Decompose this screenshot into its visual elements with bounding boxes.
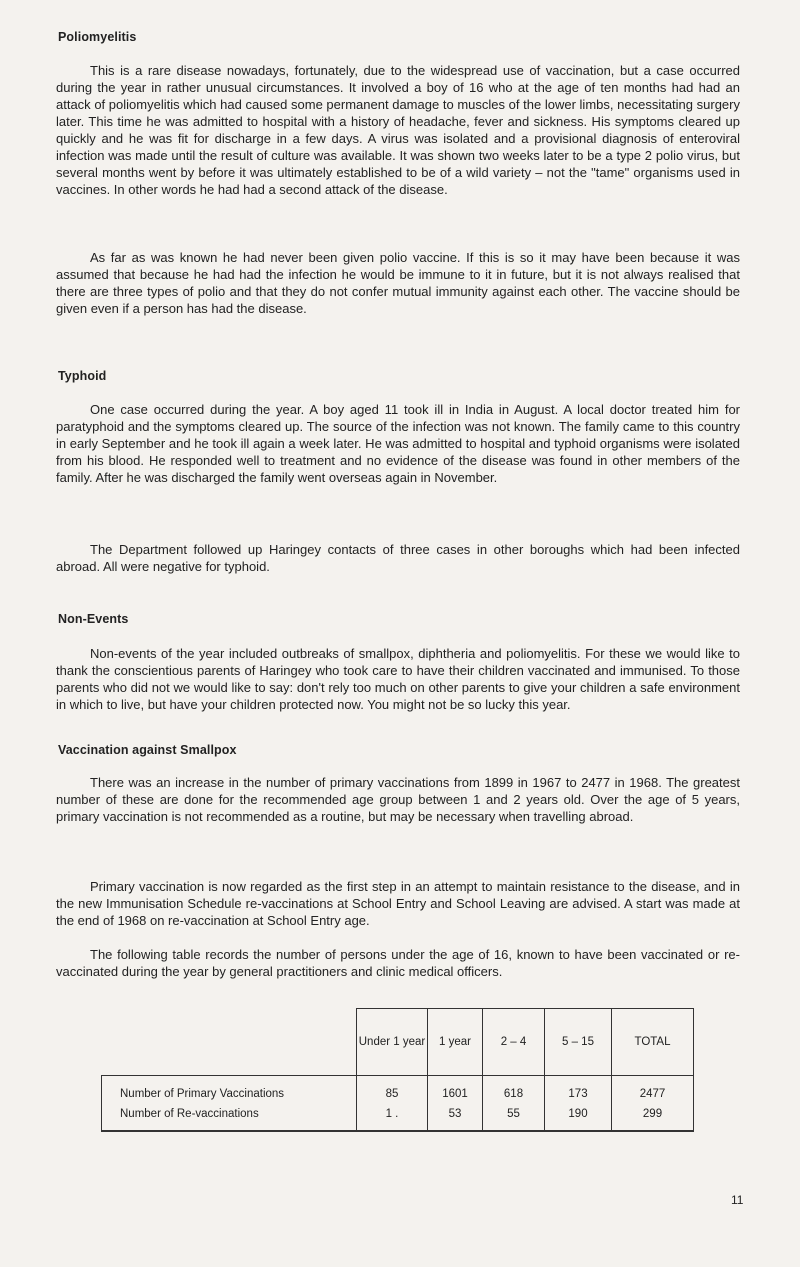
typhoid-paragraph-2: The Department followed up Haringey contacts of three cases in other boroughs which had been infected abroad. All were negative for typhoid. <box>56 542 740 574</box>
column-header-total: TOTAL <box>612 1009 694 1076</box>
table-corner-cell <box>102 1009 357 1076</box>
table-cell: 55 <box>483 1104 545 1131</box>
heading-typhoid: Typhoid <box>58 369 107 383</box>
column-header-1-year: 1 year <box>428 1009 483 1076</box>
table-cell: 53 <box>428 1104 483 1131</box>
page-number: 11 <box>731 1193 744 1207</box>
row-label-primary-vaccinations: Number of Primary Vaccinations <box>102 1076 357 1105</box>
non-events-paragraph: Non-events of the year included outbreaks of smallpox, diphtheria and poliomyelitis. For these we would like to thank the conscientious parents of Haringey who took care to have their children vaccinated and immunised. To those parents who did not we would like to say: don't rely too much on other parents to give your children a safe environment in which to live, but have your children protected now. You might not be so lucky this year. <box>56 646 740 712</box>
heading-vaccination-smallpox: Vaccination against Smallpox <box>58 743 237 757</box>
column-header-under-1-year: Under 1 year <box>357 1009 428 1076</box>
smallpox-paragraph-3: The following table records the number of persons under the age of 16, known to have been vaccinated or re-vaccinated during the year by general practitioners and clinic medical officers. <box>56 947 740 979</box>
table-cell: 299 <box>612 1104 694 1131</box>
vaccination-table <box>101 1008 694 1132</box>
column-header-2-4: 2 – 4 <box>483 1009 545 1076</box>
table-cell: 618 <box>483 1076 545 1105</box>
table-row <box>102 1076 694 1105</box>
table-cell: 85 <box>357 1076 428 1105</box>
polio-paragraph-2: As far as was known he had never been given polio vaccine. If this is so it may have been because it was assumed that because he had had the infection he would be immune to it in future, but it is not always realised that there are three types of polio and that they do not confer mutual immunity against each other. The vaccine should be given even if a person has had the disease. <box>56 250 740 316</box>
table-cell: 1 . <box>357 1104 428 1131</box>
table-cell: 2477 <box>612 1076 694 1105</box>
table-header-row <box>102 1009 694 1076</box>
table-cell: 173 <box>545 1076 612 1105</box>
polio-paragraph-1: This is a rare disease nowadays, fortunately, due to the widespread use of vaccination, but a case occurred during the year in rather unusual circumstances. It involved a boy of 16 who at the age of ten months had had an attack of poliomyelitis which had caused some permanent damage to muscles of the lower limbs, necessitating surgery later. This time he was admitted to hospital with a history of headache, fever and sickness. His symptoms cleared up quickly and he was fit for discharge in a few days. A virus was isolated and a provisional diagnosis of enteroviral infection was made until the result of culture was available. It was shown two weeks later to be a type 2 polio virus, but several months went by before it was ultimately established to be of a wild variety – not the "tame" organisms used in vaccines. In other words he had had a second attack of the disease. <box>56 63 740 197</box>
heading-poliomyelitis: Poliomyelitis <box>58 30 137 44</box>
table-cell: 1601 <box>428 1076 483 1105</box>
row-label-re-vaccinations: Number of Re-vaccinations <box>102 1104 357 1131</box>
smallpox-paragraph-1: There was an increase in the number of primary vaccinations from 1899 in 1967 to 2477 in 1968. The greatest number of these are done for the recommended age group between 1 and 2 years old. Over the age of 5 years, primary vaccination is not recommended as a routine, but may be necessary when travelling abroad. <box>56 775 740 824</box>
typhoid-paragraph-1: One case occurred during the year. A boy aged 11 took ill in India in August. A local doctor treated him for paratyphoid and the symptoms cleared up. The source of the infection was not known. The family came to this country in early September and he took ill again a week later. He was admitted to hospital and typhoid organisms were isolated from his blood. He responded well to treatment and no evidence of the disease was found in other members of the family. After he was discharged the family went overseas again in November. <box>56 402 740 485</box>
smallpox-paragraph-2: Primary vaccination is now regarded as the first step in an attempt to maintain resistance to the disease, and in the new Immunisation Schedule re-vaccinations at School Entry and School Leaving are advised. A start was made at the end of 1968 on re-vaccination at School Entry age. <box>56 879 740 928</box>
table-cell: 190 <box>545 1104 612 1131</box>
column-header-5-15: 5 – 15 <box>545 1009 612 1076</box>
heading-non-events: Non-Events <box>58 612 129 626</box>
table-row <box>102 1104 694 1131</box>
